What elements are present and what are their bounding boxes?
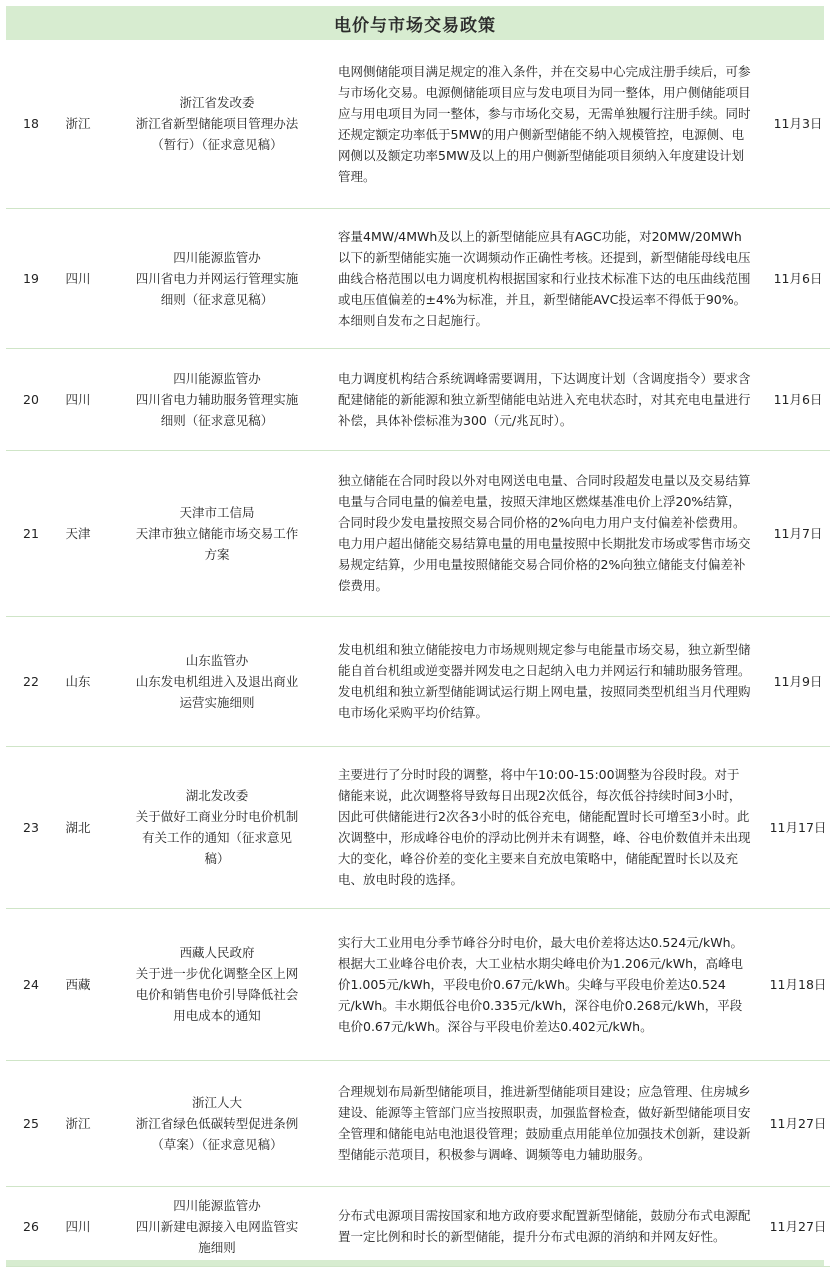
table-row <box>6 208 830 348</box>
issuer-agency: 四川能源监管办 <box>173 1197 261 1213</box>
row-number: 23 <box>6 746 56 908</box>
bottom-border <box>6 1260 824 1266</box>
row-issuer <box>100 616 334 746</box>
row-number: 19 <box>6 208 56 348</box>
row-summary: 独立储能在合同时段以外对电网送电电量、合同时段超发电量以及交易结算电量与合同电量的偏差电量，按照天津地区燃煤基准电价上浮20%结算，合同时段少发电量按照交易合同价格的2%向电力用户支付偏差补偿费用。电力用户超出储能交易结算电量的用电量按照中长期批发市场或零售市场交易规定结算，少用电量按照储能交易合同价格的2%向独立储能支付偏差补偿费用。 <box>334 450 756 616</box>
issuer-agency: 西藏人民政府 <box>179 945 255 960</box>
row-number: 18 <box>6 40 56 208</box>
policy-name-line: 电价和销售电价引导降低社会 <box>135 987 299 1002</box>
row-number: 24 <box>6 908 56 1060</box>
row-date: 11月9日 <box>756 616 830 746</box>
row-summary: 主要进行了分时时段的调整，将中午10:00-15:00调整为谷段时段。对于储能来说，此次调整将导致每日出现2次低谷，每次低谷持续时间3小时，因此可供储能进行2次各3小时的低谷充电，储能配置时长可增至3小时。此次调整中，形成峰谷电价的浮动比例并未有调整，峰、谷电价数值并未出现大的变化，峰谷价差的变化主要来自充放电策略中，储能配置时长以及充电、放电时段的选择。 <box>334 746 756 908</box>
row-issuer <box>100 450 334 616</box>
row-date: 11月17日 <box>756 746 830 908</box>
issuer-agency: 天津市工信局 <box>179 504 255 520</box>
issuer-agency: 浙江人大 <box>191 1094 242 1110</box>
row-province: 山东 <box>56 616 100 746</box>
table-row <box>6 1060 830 1186</box>
policy-name-line: 浙江省绿色低碳转型促进条例 <box>135 1115 299 1131</box>
table-title: 电价与市场交易政策 <box>6 6 824 40</box>
policy-name-line: 四川省电力并网运行管理实施 <box>135 270 299 286</box>
row-number: 25 <box>6 1060 56 1186</box>
policy-name-line: （草案）（征求意见稿） <box>151 1136 283 1152</box>
row-issuer <box>100 746 334 908</box>
row-province: 西藏 <box>56 908 100 1060</box>
row-province: 四川 <box>56 208 100 348</box>
row-number: 21 <box>6 450 56 616</box>
row-province: 四川 <box>56 348 100 450</box>
row-summary: 分布式电源项目需按国家和地方政府要求配置新型储能，鼓励分布式电源配置一定比例和时长的新型储能，提升分布式电源的消纳和并网友好性。 <box>334 1186 756 1266</box>
row-summary: 合理规划布局新型储能项目，推进新型储能项目建设；应急管理、住房城乡建设、能源等主管部门应当按照职责，加强监督检查，做好新型储能项目安全管理和储能电站电池退役管理；鼓励重点用能单位加强技术创新，建设新型储能示范项目，积极参与调峰、调频等电力辅助服务。 <box>334 1060 756 1186</box>
row-province: 四川 <box>56 1186 100 1266</box>
table-row <box>6 1186 830 1266</box>
policy-name-line: 细则（征求意见稿） <box>160 412 274 428</box>
row-summary: 容量4MW/4MWh及以上的新型储能应具有AGC功能，对20MW/20MWh以下的新型储能实施一次调频动作正确性考核。还提到，新型储能母线电压曲线合格范围以电力调度机构根据国家和行业技术标准下达的电压曲线范围或电压值偏差的±4%为标准，并且，新型储能AVC投运率不得低于90%。本细则自发布之日起施行。 <box>334 208 756 348</box>
row-province: 天津 <box>56 450 100 616</box>
row-date: 11月27日 <box>756 1060 830 1186</box>
row-date: 11月6日 <box>756 208 830 348</box>
policy-name-line: （暂行）（征求意见稿） <box>151 137 283 153</box>
table-row <box>6 348 830 450</box>
issuer-agency: 浙江省发改委 <box>179 95 255 111</box>
row-issuer <box>100 208 334 348</box>
issuer-agency: 四川能源监管办 <box>173 370 261 386</box>
policy-name-line: 山东发电机组进入及退出商业 <box>135 673 299 689</box>
row-date: 11月27日 <box>756 1186 830 1266</box>
row-date: 11月18日 <box>756 908 830 1060</box>
issuer-agency: 山东监管办 <box>185 652 249 668</box>
row-summary: 发电机组和独立储能按电力市场规则规定参与电能量市场交易，独立新型储能自首台机组或逆变器并网发电之日起纳入电力并网运行和辅助服务管理。发电机组和独立新型储能调试运行期上网电量，按照同类型机组当月代理购电市场化采购平均价结算。 <box>334 616 756 746</box>
policy-name-line: 细则（征求意见稿） <box>160 291 274 307</box>
row-issuer <box>100 40 334 208</box>
policy-name-line: 施细则 <box>198 1239 236 1255</box>
policy-name-line: 关于做好工商业分时电价机制 <box>135 809 299 824</box>
table-row <box>6 746 830 908</box>
row-province: 浙江 <box>56 40 100 208</box>
row-date: 11月7日 <box>756 450 830 616</box>
row-issuer <box>100 1186 334 1266</box>
row-province: 湖北 <box>56 746 100 908</box>
row-issuer <box>100 348 334 450</box>
policy-name-line: 运营实施细则 <box>179 694 255 710</box>
table-row <box>6 40 830 208</box>
table-row <box>6 908 830 1060</box>
policy-name-line: 关于进一步优化调整全区上网 <box>135 966 299 981</box>
row-number: 22 <box>6 616 56 746</box>
row-province: 浙江 <box>56 1060 100 1186</box>
policy-name-line: 四川省电力辅助服务管理实施 <box>135 391 299 407</box>
row-issuer <box>100 1060 334 1186</box>
issuer-agency: 四川能源监管办 <box>173 249 261 265</box>
table-row <box>6 450 830 616</box>
row-summary: 电网侧储能项目满足规定的准入条件，并在交易中心完成注册手续后，可参与市场化交易。电源侧储能项目应与发电项目为同一整体，用户侧储能项目应与用电项目为同一整体，参与市场化交易，无需单独履行注册手续。同时还规定额定功率低于5MW的用户侧新型储能不纳入规模管控，电源侧、电网侧以及额定功率5MW及以上的用户侧新型储能项目须纳入年度建设计划管理。 <box>334 40 756 208</box>
row-number: 20 <box>6 348 56 450</box>
issuer-agency: 湖北发改委 <box>185 788 249 803</box>
table-row <box>6 616 830 746</box>
policy-table <box>6 40 830 1267</box>
policy-name-line: 四川新建电源接入电网监管实 <box>135 1218 299 1234</box>
policy-name-line: 有关工作的通知（征求意见 <box>141 830 292 845</box>
row-summary: 实行大工业用电分季节峰谷分时电价，最大电价差将达达0.524元/kWh。根据大工业峰谷电价表，大工业枯水期尖峰电价为1.206元/kWh，高峰电价1.005元/kWh，平段电价0.67元/kWh。尖峰与平段电价差达0.524元/kWh。丰水期低谷电价0.335元/kWh，深谷电价0.268元/kWh，平段电价0.67元/kWh。深谷与平段电价差达0.402元/kWh。 <box>334 908 756 1060</box>
row-summary: 电力调度机构结合系统调峰需要调用，下达调度计划（含调度指令）要求含配建储能的新能源和独立新型储能电站进入充电状态时，对其充电电量进行补偿，具体补偿标准为300（元/兆瓦时）。 <box>334 348 756 450</box>
row-issuer <box>100 908 334 1060</box>
policy-table-body <box>6 40 830 1266</box>
policy-name-line: 浙江省新型储能项目管理办法 <box>135 116 299 132</box>
policy-name-line: 稿） <box>204 851 230 866</box>
row-date: 11月6日 <box>756 348 830 450</box>
policy-name-line: 方案 <box>204 546 230 562</box>
policy-name-line: 天津市独立储能市场交易工作 <box>135 525 299 541</box>
row-date: 11月3日 <box>756 40 830 208</box>
policy-name-line: 用电成本的通知 <box>173 1008 261 1023</box>
row-number: 26 <box>6 1186 56 1266</box>
